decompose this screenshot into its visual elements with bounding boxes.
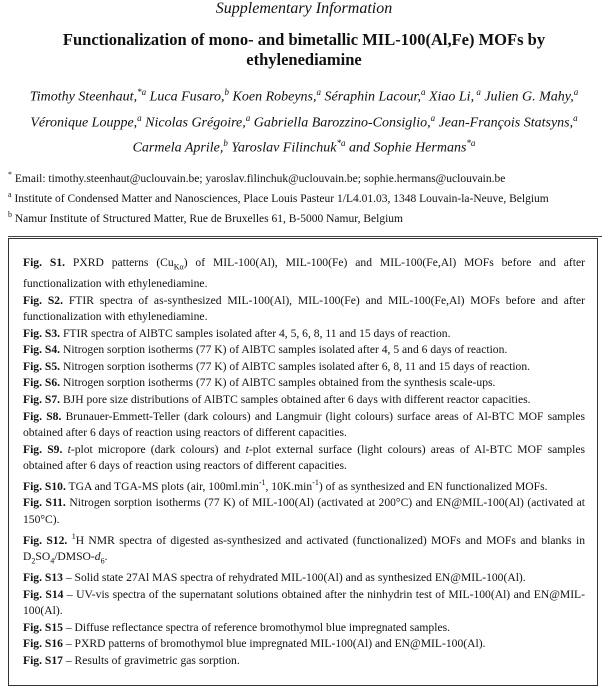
figure-caption-text: 6 — [100, 556, 105, 566]
figure-caption-item — [23, 375, 585, 392]
author-name: Timothy Steenhaut, — [29, 89, 138, 105]
figure-caption-text: H NMR spectra of digested as-synthesized and activated (functionalized) MOFs and MOFs and blanks in D — [23, 533, 585, 564]
author-list — [18, 82, 590, 159]
figure-caption-text: – Diffuse reflectance spectra of reference bromothymol blue impregnated samples. — [62, 620, 451, 634]
figure-label: Fig. S5. — [23, 359, 61, 373]
author-affiliation-marker: a — [430, 112, 436, 123]
figure-label: Fig. S10. — [23, 479, 66, 493]
figure-caption-text: BJH pore size distributions of AlBTC samples obtained after 6 days with different reactor capacities. — [60, 393, 531, 407]
affiliation-marker: a — [8, 189, 12, 199]
figure-caption-item — [23, 570, 585, 587]
figure-caption-item — [23, 392, 585, 409]
author-affiliation-marker: b — [224, 87, 230, 97]
figure-label: Fig. S9. — [23, 442, 63, 456]
figure-caption-item — [23, 293, 585, 326]
figure-caption-item — [23, 342, 585, 359]
author-affiliation-marker: a — [573, 87, 579, 97]
figure-label: Fig. S15 — [23, 620, 63, 634]
figure-label: Fig. S4. — [23, 343, 61, 357]
figure-caption-text: Kα — [173, 262, 184, 272]
figure-caption-text: Nitrogen sorption isotherms (77 K) of AlBTC samples isolated after 6, 8, 11 and 15 days of reaction. — [60, 359, 531, 373]
author-affiliation-marker: b — [223, 138, 228, 149]
figure-caption-text: TGA and TGA-MS plots (air, 100ml.min — [65, 479, 259, 493]
figure-caption-item — [23, 326, 585, 343]
figure-caption-text: ) of as synthesized and EN functionalized MOFs. — [318, 479, 548, 493]
figure-caption-text: Nitrogen sorption isotherms (77 K) of AlBTC samples obtained from the synthesis scale-ups. — [60, 376, 496, 390]
email-marker: * — [8, 169, 12, 179]
figure-label: Fig. S6. — [23, 376, 61, 390]
figure-caption-item — [23, 409, 585, 442]
figure-label: Fig. S12. — [23, 533, 68, 547]
author-name: Séraphin Lacour, — [321, 89, 421, 105]
figure-caption-text: Nitrogen sorption isotherms (77 K) of MIL-100(Al) (activated at 200°C) and EN@MIL-100(Al) (activated at 150°C). — [23, 496, 585, 527]
figure-label: Fig. S8. — [23, 409, 62, 423]
author-affiliation-marker: a — [137, 112, 142, 123]
figure-caption-item — [23, 529, 585, 570]
figure-caption-text: 4 — [50, 556, 55, 566]
author-affiliation-marker: *a — [137, 87, 147, 97]
author-name: Gabriella Barozzino-Consiglio, — [250, 115, 431, 131]
figure-caption-text: ) of MIL-100(Al), MIL-100(Fe) and MIL-100(Fe,Al) MOFs before and after functionalization with ethylenediamine. — [23, 256, 585, 290]
figure-label: Fig. S17 — [23, 654, 63, 667]
figure-list-box — [8, 238, 598, 686]
author-affiliation-marker: a — [316, 87, 321, 97]
figure-caption-item — [23, 636, 585, 653]
figure-caption-text: – Solid state 27Al MAS spectra of rehydrated MIL-100(Al) and as synthesized EN@MIL-100(Al). — [62, 571, 526, 585]
email-text: Email: timothy.steenhaut@uclouvain.be; yaroslav.filinchuk@uclouvain.be; sophie.hermans@uclouvain.be — [12, 172, 506, 185]
figure-caption-text: SO — [35, 550, 51, 564]
page-header: Supplementary Information — [215, 0, 393, 17]
affiliations-block — [0, 167, 608, 226]
figure-caption-text: 1 — [71, 531, 76, 541]
figure-caption-text: 2 — [31, 556, 36, 566]
figure-label: Fig. S3. — [23, 326, 61, 340]
figure-list — [23, 255, 585, 670]
affiliation-text: Namur Institute of Structured Matter, Rue de Bruxelles 61, B-5000 Namur, Belgium — [12, 212, 403, 225]
figure-caption-text: – UV-vis spectra of the supernatant solutions obtained after the ninhydrin test of MIL-100(Al) and EN@MIL-100(Al). — [23, 587, 585, 618]
author-name: Xiao Li, — [425, 89, 475, 105]
figure-caption-text: /DMSO- — [54, 550, 95, 564]
author-name: Yaroslav Filinchuk — [227, 140, 337, 156]
author-name: Carmela Aprile, — [132, 140, 224, 156]
figure-caption-text: -1 — [258, 478, 266, 488]
author-affiliation-marker: a — [245, 112, 251, 123]
figure-caption-text: t — [67, 442, 71, 456]
figure-label: Fig. S1. — [23, 256, 66, 269]
author-name: Julien G. Mahy, — [480, 89, 574, 105]
figure-caption-item — [23, 255, 585, 293]
affiliation-marker: b — [8, 209, 12, 219]
figure-caption-text: -plot external surface (light colours) areas of Al-BTC MOF samples obtained after 6 days of reaction using reactors of different capacities. — [23, 442, 585, 473]
author-affiliation-marker: *a — [466, 138, 476, 149]
figure-caption-text: . — [104, 550, 108, 564]
author-affiliation-marker: *a — [336, 138, 346, 149]
figure-caption-item — [23, 495, 585, 528]
figure-caption-text: Nitrogen sorption isotherms (77 K) of AlBTC samples isolated after 4, 5 and 6 days of reaction. — [60, 343, 508, 357]
affiliation-b — [8, 207, 608, 227]
author-affiliation-marker: a — [474, 87, 481, 97]
figure-label: Fig. S13 — [23, 571, 63, 585]
figure-caption-text: FTIR spectra of AlBTC samples isolated after 4, 5, 6, 8, 11 and 15 days of reaction. — [60, 326, 451, 340]
figure-label: Fig. S2. — [23, 293, 63, 307]
figure-caption-text: t — [245, 442, 249, 456]
figure-caption-text: Brunauer-Emmett-Teller (dark colours) and Langmuir (light colours) surface areas of Al-BTC MOF samples obtained after 6 days of reaction using reactors of different capacities. — [23, 409, 585, 440]
figure-caption-text: -plot micropore (dark colours) and — [70, 442, 246, 456]
figure-caption-text: PXRD patterns (Cu — [65, 256, 174, 269]
author-name: Jean-François Statsyns, — [435, 115, 574, 131]
author-name: and Sophie Hermans — [345, 140, 467, 156]
author-name: Nicolas Grégoire, — [141, 115, 246, 131]
figure-label: Fig. S14 — [23, 587, 64, 601]
paper-title: Functionalization of mono- and bimetallic MIL-100(Al,Fe) MOFs by ethylenediamine — [62, 30, 546, 69]
figure-caption-item — [23, 587, 585, 620]
figure-label: Fig. S7. — [23, 393, 61, 407]
author-affiliation-marker: a — [573, 112, 578, 123]
author-name: Koen Robeyns, — [229, 89, 317, 105]
figure-caption-item — [23, 653, 585, 670]
figure-label: Fig. S11. — [23, 496, 66, 510]
author-name: Véronique Louppe, — [30, 115, 138, 131]
figure-caption-text: , 10K.min — [265, 479, 313, 493]
figure-caption-item — [23, 359, 585, 376]
email-line — [8, 167, 608, 187]
figure-caption-text: -1 — [312, 478, 319, 488]
affiliation-a — [8, 187, 608, 207]
figure-caption-item — [23, 620, 585, 637]
figure-caption-text: d — [94, 550, 101, 564]
figure-caption-text: – Results of gravimetric gas sorption. — [62, 654, 240, 667]
figure-caption-text: FTIR spectra of as-synthesized MIL-100(Al), MIL-100(Fe) and MIL-100(Fe,Al) MOFs before and after functionalization with ethylenediamine. — [23, 293, 585, 324]
affiliation-text: Institute of Condensed Matter and Nanosciences, Place Louis Pasteur 1/L4.01.03, 1348 Louvain-la-Neuve, Belgium — [11, 192, 549, 205]
figure-caption-item — [23, 475, 585, 495]
figure-caption-text: – PXRD patterns of bromothymol blue impregnated MIL-100(Al) and EN@MIL-100(Al). — [62, 637, 486, 651]
figure-caption-item — [23, 442, 585, 475]
author-name: Luca Fusaro, — [146, 89, 225, 105]
author-affiliation-marker: a — [420, 87, 426, 97]
figure-label: Fig. S16 — [23, 637, 63, 651]
